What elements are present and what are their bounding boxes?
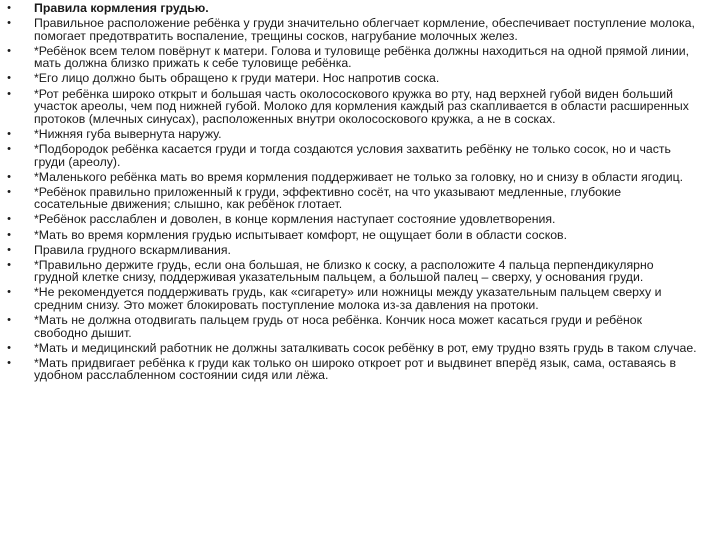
bullet-icon: • — [7, 356, 11, 369]
list-item — [4, 357, 698, 382]
list-item-text: *Маленького ребёнка мать во время кормления поддерживает не только за головку, но и снизу в области ягодиц. — [34, 169, 684, 184]
bullet-icon: • — [7, 44, 11, 57]
bullet-icon: • — [7, 286, 11, 299]
bullet-list — [4, 2, 698, 382]
list-item-text: *Его лицо должно быть обращено к груди матери. Нос напротив соска. — [34, 71, 440, 86]
list-item — [4, 342, 698, 355]
bullet-icon: • — [7, 213, 11, 226]
list-item — [4, 244, 698, 257]
list-item-text: *Ребёнок всем телом повёрнут к матери. Голова и туловище ребёнка должны находиться на одной прямой линии, мать должна близко прижать к себе туловище ребёнка. — [34, 43, 690, 71]
list-item-text: *Мать во время кормления грудью испытывает комфорт, не ощущает боли в области сосков. — [34, 227, 567, 242]
list-item — [4, 229, 698, 242]
list-item-text: *Мать придвигает ребёнка к груди как только он широко откроет рот и выдвинет вперёд язык, сама, оставаясь в удобном расслабленном состоянии сидя или лёжа. — [34, 355, 677, 383]
bullet-icon: • — [7, 258, 11, 271]
bullet-icon: • — [7, 87, 11, 100]
list-item-text: *Нижняя губа вывернута наружу. — [34, 126, 222, 141]
list-item-text: Правильное расположение ребёнка у груди значительно облегчает кормление, обеспечивает поступление молока, помогает предотвратить воспаление, трещины сосков, нагрубание молочных желез. — [34, 16, 695, 43]
list-item-text: *Рот ребёнка широко открыт и большая часть околососкового кружка во рту, над верхней губой виден больший участок ареолы, чем под нижней губой. Молоко для кормления каждый раз скапливается в области расширенных протоков (млечных синусах), расположенных внутри околососкового кружка, а не в сосках. — [34, 86, 689, 126]
list-item-text: Правила грудного вскармливания. — [34, 242, 231, 257]
list-item — [4, 286, 698, 311]
bullet-icon: • — [7, 127, 11, 140]
list-item — [4, 128, 698, 141]
list-item — [4, 171, 698, 184]
list-item-text: *Подбородок ребёнка касается груди и тогда создаются условия захватить ребёнку не только сосок, но и часть груди (ареолу). — [34, 141, 671, 169]
list-item — [4, 45, 698, 70]
document-title — [4, 2, 698, 15]
list-item — [4, 186, 698, 211]
list-item — [4, 17, 698, 42]
bullet-icon: • — [7, 72, 11, 85]
list-item-text: *Мать и медицинский работник не должны заталкивать сосок ребёнку в рот, ему трудно взять грудь в таком случае. — [34, 340, 697, 355]
bullet-icon: • — [7, 170, 11, 183]
bullet-icon: • — [7, 228, 11, 241]
bullet-icon: • — [7, 243, 11, 256]
list-item — [4, 259, 698, 284]
list-item-text: *Правильно держите грудь, если она большая, не близко к соску, а расположите 4 пальца перпендикулярно грудной клетке снизу, поддерживая указательным пальцем, а большой палец – сверху, у основания груди. — [34, 257, 654, 285]
bullet-icon: • — [7, 2, 11, 14]
bullet-icon: • — [7, 341, 11, 354]
list-item-text: Правила кормления грудью. — [34, 1, 209, 15]
list-item-text: *Ребёнок правильно приложенный к груди, эффективно сосёт, на что указывают медленные, глубокие сосательные движения; слышно, как ребёнок глотает. — [34, 184, 622, 212]
list-item — [4, 88, 698, 126]
bullet-icon: • — [7, 17, 11, 30]
bullet-icon: • — [7, 142, 11, 155]
bullet-icon: • — [7, 185, 11, 198]
list-item — [4, 314, 698, 339]
bullet-icon: • — [7, 314, 11, 327]
list-item-text: *Ребёнок расслаблен и доволен, в конце кормления наступает состояние удовлетворения. — [34, 212, 556, 227]
list-item — [4, 72, 698, 85]
list-item — [4, 213, 698, 226]
list-item — [4, 143, 698, 168]
list-item-text: *Не рекомендуется поддерживать грудь, как «сигарету» или ножницы между указательным пальцем сверху и средним снизу. Это может блокировать поступление молока из-за давления на протоки. — [34, 285, 662, 312]
list-item-text: *Мать не должна отодвигать пальцем грудь от носа ребёнка. Кончик носа может касаться груди и ребёнок свободно дышит. — [34, 313, 643, 340]
